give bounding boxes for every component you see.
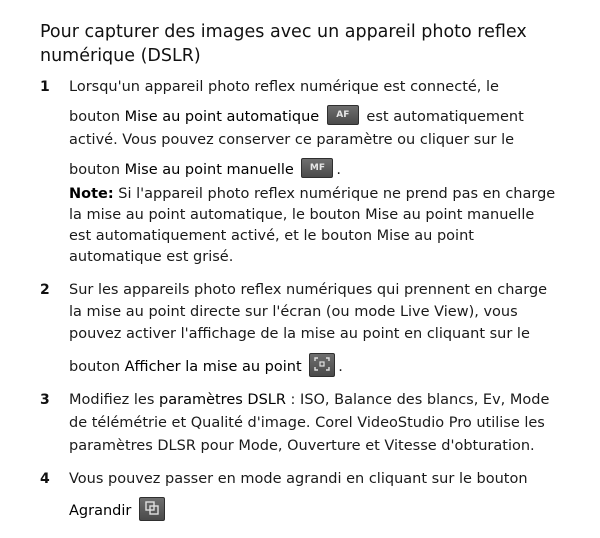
- step-2-line-4-post: .: [338, 359, 343, 375]
- show-focus-button[interactable]: [309, 353, 335, 377]
- step-1-line-4-post: .: [336, 162, 342, 178]
- step-2-line-4-pre: bouton: [69, 359, 125, 375]
- step-3-line-1-pre: Modifiez les: [69, 392, 160, 408]
- step-3-line-2: de télémétrie et Qualité d'image. Corel VideoStudio Pro utilise les: [69, 415, 545, 431]
- note-line-4: automatique est grisé.: [69, 249, 234, 265]
- manual-focus-label: Mise au point manuelle: [124, 162, 294, 178]
- enlarge-label: Agrandir: [69, 503, 132, 519]
- dslr-settings-label: paramètres DSLR: [159, 392, 286, 408]
- step-2-line-1: Sur les appareils photo reflex numériques qui prennent en charge: [69, 282, 548, 298]
- step-2-number: 2: [40, 282, 50, 298]
- step-3-number: 3: [40, 392, 50, 408]
- note-line-1: [69, 183, 555, 205]
- step-4-line-2: [69, 499, 168, 523]
- section-heading: [40, 20, 560, 68]
- step-3-line-1: [69, 389, 549, 411]
- note-text-1: Si l'appareil photo reflex numérique ne prend pas en charge: [113, 186, 556, 202]
- heading-line-1: Pour capturer des images avec un appareil photo reflex: [40, 22, 527, 42]
- autofocus-label: Mise au point automatique: [124, 109, 320, 125]
- step-1-number: 1: [40, 79, 50, 95]
- step-1-line-1: Lorsqu'un appareil photo reflex numérique est connecté, le: [69, 79, 499, 95]
- step-1-line-2-pre: bouton: [69, 109, 125, 125]
- step-1-line-4: [69, 159, 341, 181]
- enlarge-icon: [145, 501, 159, 515]
- step-4-number: 4: [40, 471, 50, 487]
- step-2-line-3: pouvez activer l'affichage de la mise au point en cliquant sur le: [69, 326, 530, 342]
- autofocus-button[interactable]: AF: [327, 105, 359, 125]
- step-1-line-3: activé. Vous pouvez conserver ce paramètre ou cliquer sur le: [69, 132, 515, 148]
- note-line-2: la mise au point automatique, le bouton Mise au point manuelle: [69, 207, 535, 223]
- step-1-line-4-pre: bouton: [69, 162, 125, 178]
- heading-line-2: numérique (DSLR): [40, 46, 201, 66]
- focus-frame-icon: [314, 357, 330, 371]
- note-label: Note:: [69, 186, 114, 202]
- manual-focus-button[interactable]: MF: [301, 158, 333, 178]
- step-2-line-4: [69, 355, 343, 379]
- step-1-line-2: [69, 106, 524, 128]
- step-3-line-1-post: : ISO, Balance des blancs, Ev, Mode: [285, 392, 550, 408]
- show-focus-label: Afficher la mise au point: [124, 359, 302, 375]
- step-1-line-2-post: est automatiquement: [361, 109, 524, 125]
- step-2-line-2: la mise au point directe sur l'écran (ou mode Live View), vous: [69, 304, 518, 320]
- step-3-line-3: paramètres DLSR pour Mode, Ouverture et Vitesse d'obturation.: [69, 438, 535, 454]
- enlarge-button[interactable]: [139, 497, 165, 521]
- note-line-3: est automatiquement activé, et le bouton Mise au point: [69, 228, 474, 244]
- step-4-line-1: Vous pouvez passer en mode agrandi en cliquant sur le bouton: [69, 471, 528, 487]
